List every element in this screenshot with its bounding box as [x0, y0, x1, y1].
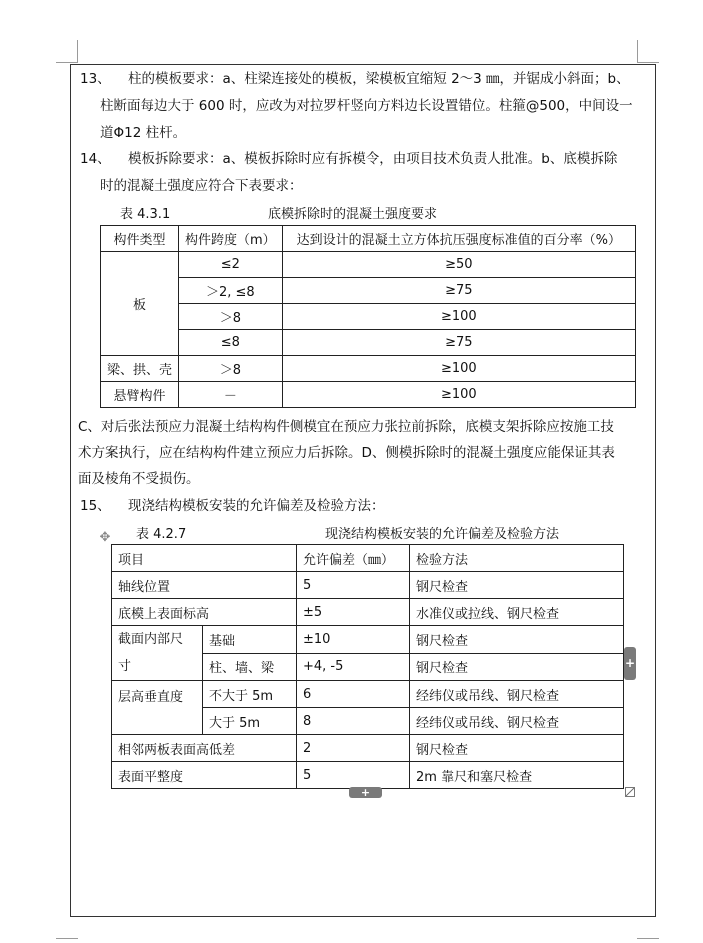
table-cell: ≤8: [179, 330, 283, 356]
table-row: [101, 330, 636, 356]
item-13-number: 13、: [80, 71, 111, 87]
table-row: [101, 356, 636, 382]
para-c-line-1: C、对后张法预应力混凝土结构构件侧模宜在预应力张拉前拆除，底模支架拆除应按施工技: [78, 419, 614, 435]
add-row-icon[interactable]: +: [349, 787, 382, 798]
table-cell: 2: [297, 735, 410, 762]
group-cell-section-size: [112, 626, 203, 681]
table-cell: 5: [297, 572, 410, 599]
table-cell: ＞8: [179, 356, 283, 382]
item-13-line-1: 柱的模板要求：a、柱梁连接处的模板，梁模板宜缩短 2～3 ㎜，并锯成小斜面；b、: [128, 71, 630, 87]
header-cell: 构件类型: [101, 226, 179, 252]
table-row: [101, 278, 636, 304]
table-row: [112, 735, 624, 762]
table-row: [112, 572, 624, 599]
item-13-line-2: 柱断面每边大于 600 时，应改为对拉罗杆竖向方料边长设置错位。柱箍@500，中间设一: [100, 98, 633, 114]
table-cell: 梁、拱、壳: [101, 356, 179, 382]
table-cell: 不大于 5m: [203, 681, 297, 708]
table-cell: 2m 靠尺和塞尺检查: [410, 762, 624, 789]
table-cell: 钢尺检查: [410, 626, 624, 654]
table-row: [101, 382, 636, 408]
crop-mark-top-left-h: [56, 62, 78, 63]
item-15-number: 15、: [80, 498, 111, 514]
table-cell: 底模上表面标高: [112, 599, 297, 626]
table-cell: 6: [297, 681, 410, 708]
table-row: [112, 681, 624, 708]
table-cell: ≥75: [282, 278, 635, 304]
table-row: [101, 252, 636, 278]
table-row: [112, 599, 624, 626]
table-cell: 经纬仪或吊线、钢尺检查: [410, 708, 624, 735]
table-header-row: [101, 226, 636, 252]
header-cell: 达到设计的混凝土立方体抗压强度标准值的百分率（%）: [282, 226, 635, 252]
header-cell: 允许偏差（㎜）: [297, 545, 410, 572]
table-row: [101, 304, 636, 330]
table-cell: 经纬仪或吊线、钢尺检查: [410, 681, 624, 708]
crop-mark-bottom-right: [637, 938, 659, 939]
table-cell: 钢尺检查: [410, 653, 624, 681]
table-cell: ≥50: [282, 252, 635, 278]
table-cell: 5: [297, 762, 410, 789]
item-15-text: 现浇结构模板安装的允许偏差及检验方法：: [128, 498, 385, 514]
table-formwork-tolerance: [111, 544, 624, 789]
table-cell: ≤2: [179, 252, 283, 278]
para-c-line-2: 术方案执行，应在结构构件建立预应力后拆除。D、侧模拆除时的混凝土强度应能保证其表: [78, 445, 615, 461]
table-cell: +4, -5: [297, 653, 410, 681]
table2-caption-number: 表 4.2.7: [136, 527, 187, 542]
table-cell: ±10: [297, 626, 410, 654]
group-label-line-2: 寸: [118, 659, 132, 674]
table-header-row: [112, 545, 624, 572]
table-cell: ≥100: [282, 304, 635, 330]
header-cell: 项目: [112, 545, 297, 572]
item-14-line-2: 时的混凝土强度应符合下表要求：: [100, 178, 303, 194]
table-cell: 基础: [203, 626, 297, 654]
table1-caption-number: 表 4.3.1: [120, 207, 171, 222]
table-cell: 轴线位置: [112, 572, 297, 599]
table-cell: 8: [297, 708, 410, 735]
table-cell: ＞8: [179, 304, 283, 330]
table2-caption-title: 现浇结构模板安装的允许偏差及检验方法: [325, 527, 560, 542]
table-cell: 表面平整度: [112, 762, 297, 789]
item-14-line-1: 模板拆除要求：a、模板拆除时应有拆模令，由项目技术负责人批准。b、底模拆除: [128, 151, 618, 167]
item-14-number: 14、: [80, 151, 111, 167]
group-label-line-1: 截面内部尺: [118, 632, 184, 647]
table-row: [112, 762, 624, 789]
item-13-line-3: 道Φ12 柱杆。: [100, 125, 187, 141]
add-column-icon[interactable]: +: [624, 647, 636, 680]
table-move-handle-icon[interactable]: ✥: [99, 530, 111, 545]
table-cell: 钢尺检查: [410, 735, 624, 762]
table-cell: ≥75: [282, 330, 635, 356]
table-row: [112, 626, 624, 654]
table-cell: 柱、墙、梁: [203, 653, 297, 681]
header-cell: 检验方法: [410, 545, 624, 572]
table-cell: 水准仪或拉线、钢尺检查: [410, 599, 624, 626]
crop-mark-top-right-h: [637, 62, 659, 63]
group-cell-ban: 板: [101, 252, 179, 356]
table-cell: ≥100: [282, 356, 635, 382]
table-cell: ±5: [297, 599, 410, 626]
crop-mark-top-right: [637, 40, 638, 62]
crop-mark-bottom-left: [56, 938, 78, 939]
table-resize-handle-icon[interactable]: [625, 787, 635, 797]
table-cell: 钢尺检查: [410, 572, 624, 599]
table-cell: 相邻两板表面高低差: [112, 735, 297, 762]
header-cell: 构件跨度（m）: [179, 226, 283, 252]
table-cell: ≥100: [282, 382, 635, 408]
table-cell: ＞2, ≤8: [179, 278, 283, 304]
para-c-line-3: 面及棱角不受损伤。: [78, 471, 200, 487]
group-cell-storey-plumb: 层高垂直度: [112, 681, 203, 735]
table-cell: 悬臂构件: [101, 382, 179, 408]
table-cell: 大于 5m: [203, 708, 297, 735]
table1-caption-title: 底模拆除时的混凝土强度要求: [268, 207, 438, 222]
crop-mark-top-left: [77, 40, 78, 62]
table-cell: －: [179, 382, 283, 408]
table-formwork-removal-strength: [100, 225, 636, 408]
